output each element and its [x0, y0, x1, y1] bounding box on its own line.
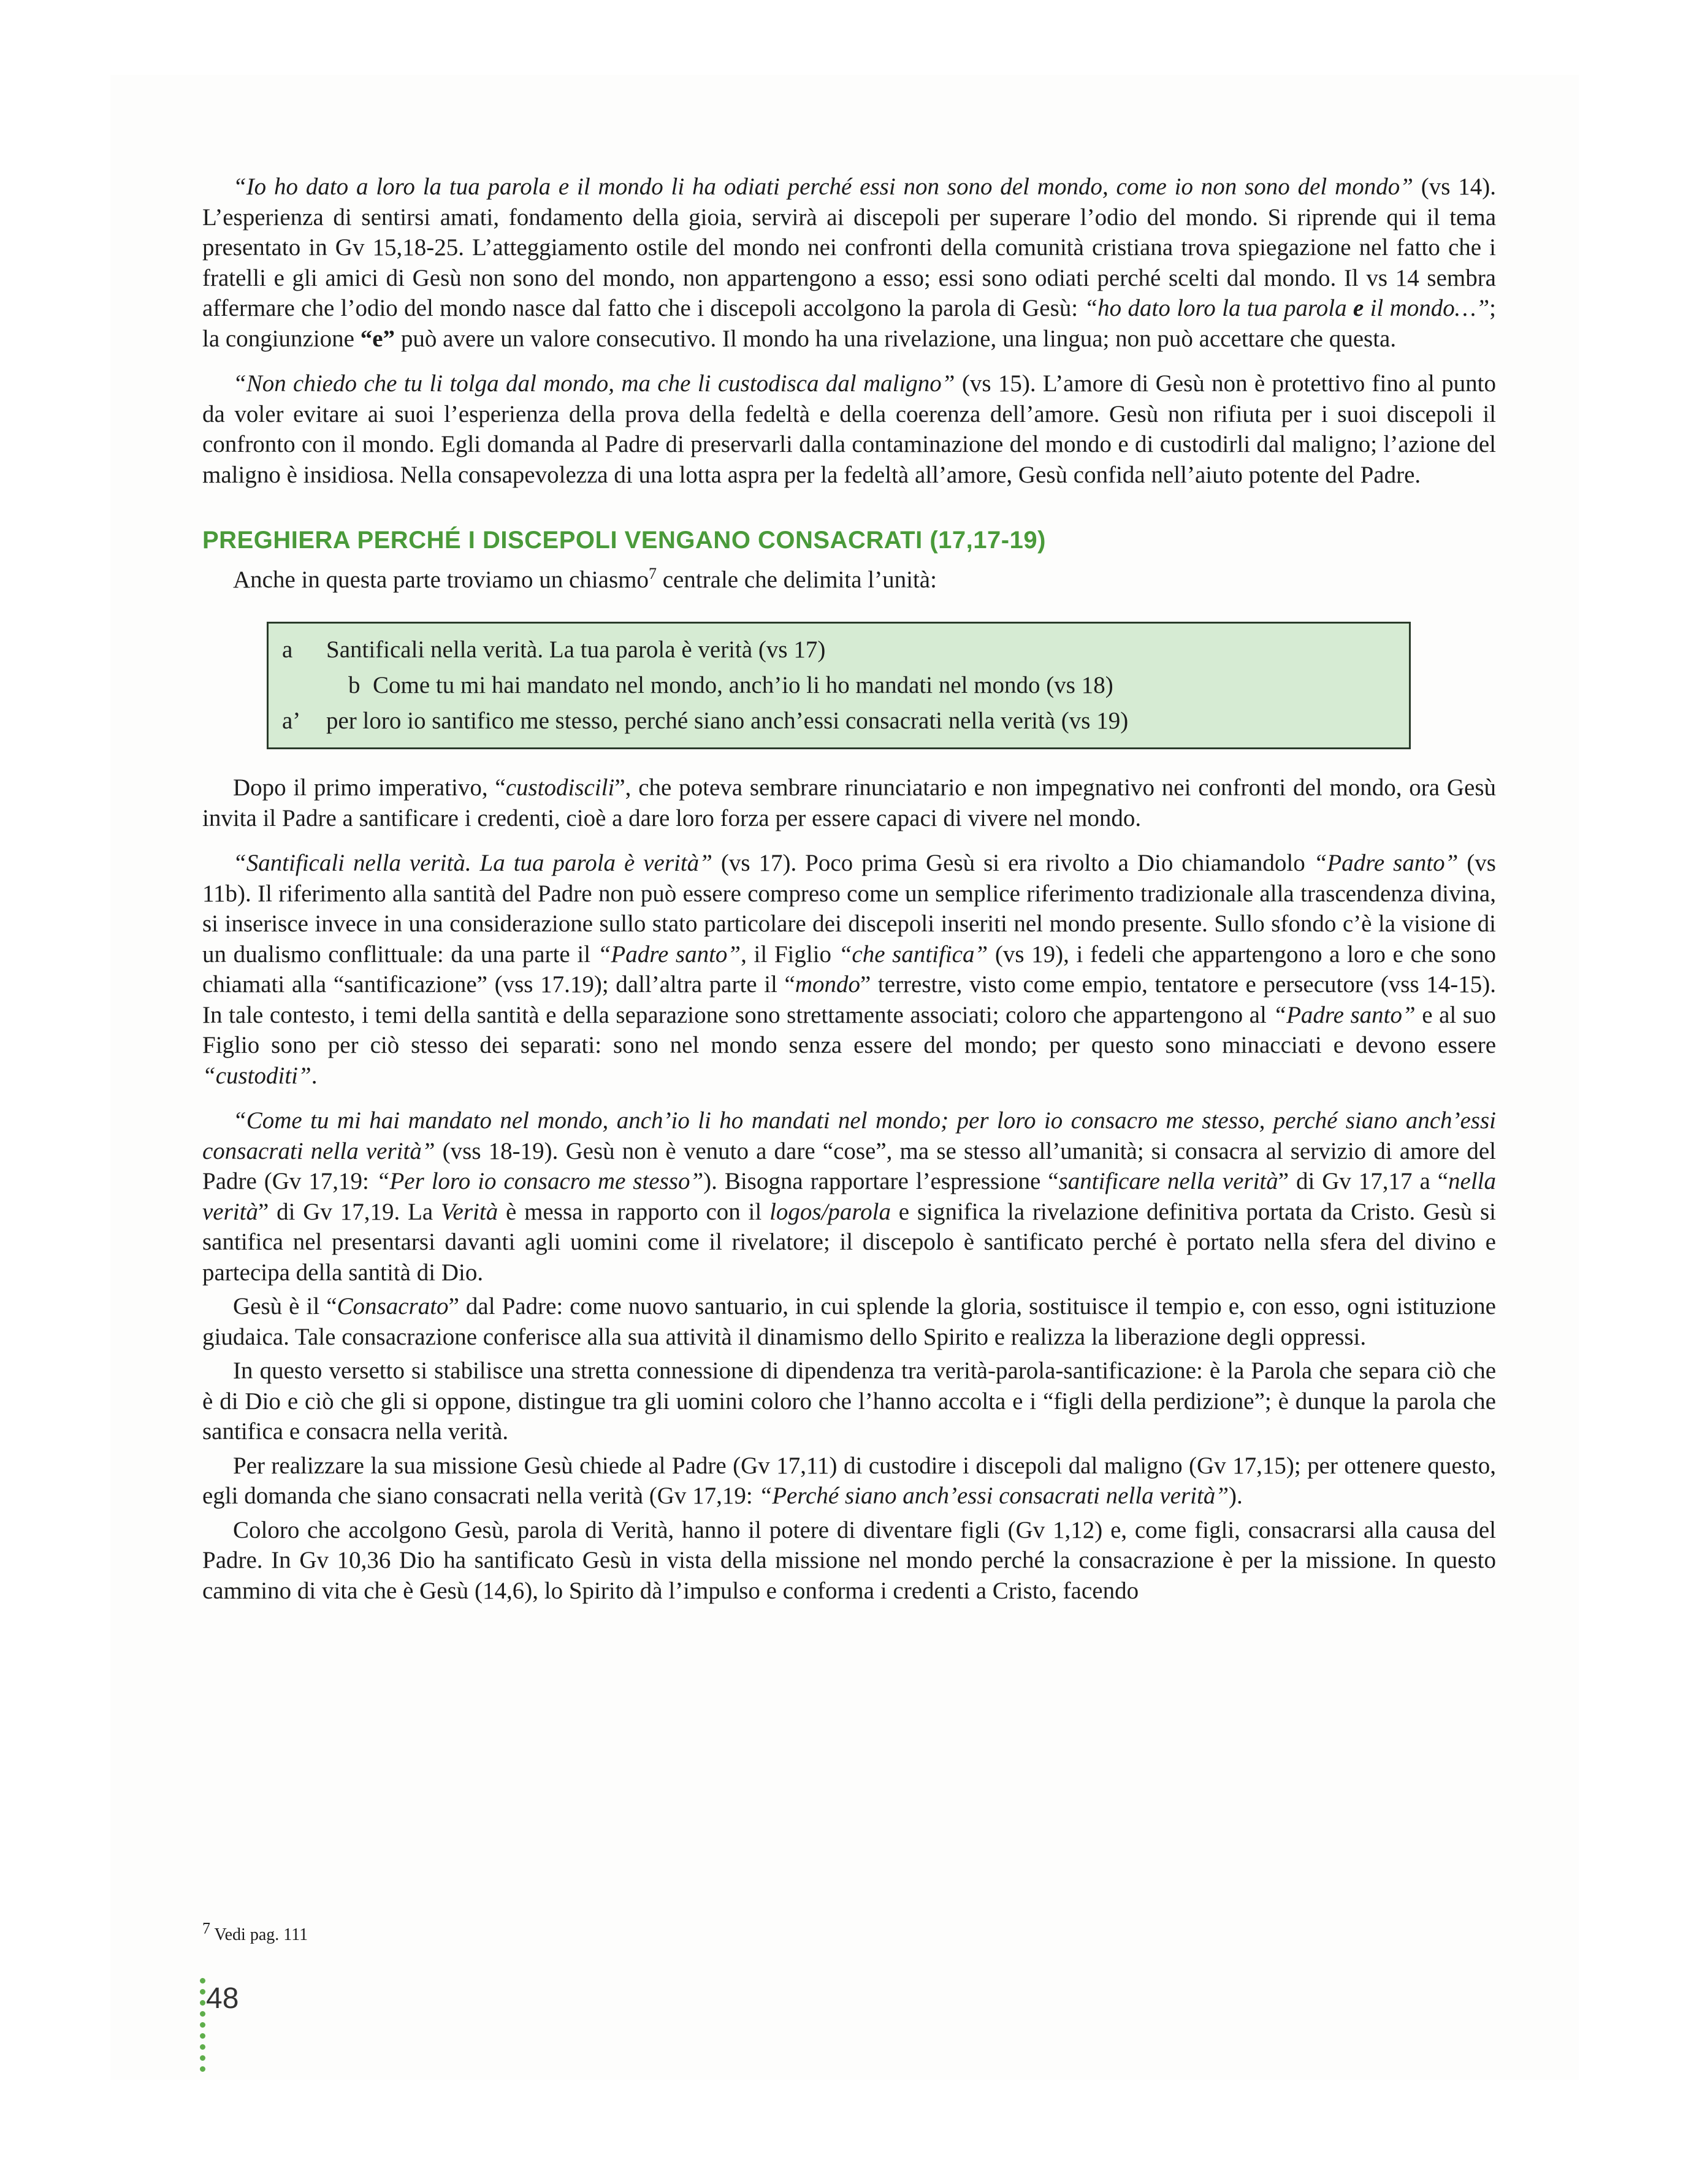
chiasm-row: [269, 703, 1409, 739]
text-run: “Padre santo”: [1313, 850, 1459, 876]
text-run: ”, che poteva sembrare rinunciatario e non impegnativo nei confronti del mondo, ora Gesù invita il Padre a santificare i credenti, cioè a dare loro forza per essere capaci di vivere nel mondo.: [202, 774, 1496, 831]
text-run: (vss 18-19). Gesù non è venuto a dare “cose”, ma se stesso all’umanità; si consacra al servizio di amore del Padre (Gv 17,19:: [202, 1137, 1496, 1194]
text-run: è messa in rapporto con il: [498, 1198, 770, 1225]
chiasm-row: [269, 668, 1409, 703]
chiasm-letter: a: [282, 636, 293, 663]
text-run: ). Bisogna rapportare l’espressione “: [703, 1168, 1059, 1194]
text-run: e al suo Figlio sono per ciò stesso dei separati: sono nel mondo senza essere del mondo; per questo sono minacciati e devono essere: [202, 1001, 1496, 1058]
intro-text: Anche in questa parte troviamo un chiasmo: [233, 566, 649, 593]
chiasm-letter: a’: [282, 708, 301, 734]
text-run: “ho dato loro la tua parola: [1084, 295, 1353, 321]
text-run: (vs 17). Poco prima Gesù si era rivolto a Dio chiamandolo: [712, 850, 1314, 876]
text-run: .: [311, 1062, 318, 1089]
text-run: In questo versetto si stabilisce una stretta connessione di dipendenza tra verità-parola-santificazione: è la Parola che separa ciò che è di Dio e ciò che gli si oppone, distingue tra gli uomini coloro che l’hanno accolta e i “figli della perdizione”; è dunque la parola che santifica e consacra nella verità.: [202, 1357, 1496, 1445]
text-run: (vs 19), i fedeli che appartengono a loro e che sono chiamati alla “santificazione” (vss 17.19); dall’altra parte il “: [202, 941, 1496, 998]
footnote: [202, 1919, 308, 1945]
text-run: logos/parola: [769, 1198, 891, 1225]
text-run: (vs 14). L’esperienza di sentirsi amati, fondamento della gioia, servirà ai discepoli per superare l’odio del mondo. Si riprende qui il tema presentato in Gv 15,18-25. L’atteggiamento ostile del mondo nei confronti della comunità cristiana trova spiegazione nel fatto che i fratelli e gli amici di Gesù non sono del mondo, non appartengono a esso; essi sono odiati perché scelti dal mondo. Il vs 14 sembra affermare che l’odio del mondo nasce dal fatto che i discepoli accolgono la parola di Gesù:: [202, 174, 1496, 321]
text-run: Per realizzare la sua missione Gesù chiede al Padre (Gv 17,11) di custodire i discepoli dal maligno (Gv 17,15); per ottenere questo, egli domanda che siano consacrati nella verità (Gv 17,19:: [202, 1452, 1496, 1509]
intro-line: [202, 565, 1496, 595]
paragraph: [202, 368, 1496, 490]
chiasm-row: [269, 632, 1409, 668]
paragraph: [202, 1105, 1496, 1288]
paragraph: [202, 1291, 1496, 1352]
text-run: “che santifica”: [838, 941, 988, 968]
text-run: “custoditi”: [202, 1062, 311, 1089]
text-run: Consacrato: [337, 1293, 449, 1319]
paragraph: [202, 1451, 1496, 1511]
paragraph: [202, 1356, 1496, 1447]
text-run: “e”: [360, 325, 395, 352]
text-run: può avere un valore consecutivo. Il mondo ha una rivelazione, una lingua; non può accettare che questa.: [395, 325, 1397, 352]
text-run: ).: [1229, 1483, 1243, 1509]
text-run: Dopo il primo imperativo, “: [233, 774, 506, 801]
top-paragraphs: [202, 172, 1496, 490]
text-run: Coloro che accolgono Gesù, parola di Verità, hanno il potere di diventare figli (Gv 1,12) e, come figli, consacrarsi alla causa del Padre. In Gv 10,36 Dio ha santificato Gesù in vista della missione nel mondo perché la consacrazione è per la missione. In questo cammino di vita che è Gesù (14,6), lo Spirito dà l’impulso e conforma i credenti a Cristo, facendo: [202, 1516, 1496, 1604]
chiasm-text: Come tu mi hai mandato nel mondo, anch’io li ho mandati nel mondo (vs 18): [373, 672, 1113, 698]
paragraph: [202, 773, 1496, 833]
text-run: “Non chiedo che tu li tolga dal mondo, ma che li custodisca dal maligno”: [233, 370, 955, 397]
chiasm-text: per loro io santifico me stesso, perché siano anch’essi consacrati nella verità (vs 19): [326, 708, 1129, 734]
chiasm-text: Santificali nella verità. La tua parola è verità (vs 17): [326, 636, 826, 663]
text-run: “Padre santo”: [597, 941, 741, 968]
footnote-number: 7: [202, 1919, 210, 1938]
text-run: “Per loro io consacro me stesso”: [376, 1168, 704, 1194]
text-run: ” terrestre, visto come empio, tentatore e persecutore (vss 14-15). In tale contesto, i temi della santità e della separazione sono strettamente associati; coloro che appartengono al: [202, 971, 1496, 1028]
bottom-paragraphs: [202, 773, 1496, 1606]
chiasm-box: [267, 622, 1411, 749]
page-number-dots: [200, 1978, 205, 2072]
intro-text-end: centrale che delimita l’unità:: [656, 566, 937, 593]
text-run: mondo: [795, 971, 860, 998]
text-run: (vs 15). L’amore di Gesù non è protettivo fino al punto da voler evitare ai suoi l’esperienza della prova della fedeltà e della coerenza dell’amore. Gesù non rifiuta per i suoi discepoli il confronto con il mondo. Egli domanda al Padre di preservarli dalla contaminazione del mondo e di custodirli dal maligno; l’azione del maligno è insidiosa. Nella consapevolezza di una lotta aspra per la fedeltà all’amore, Gesù confida nell’aiuto potente del Padre.: [202, 370, 1496, 488]
text-run: (vs 11b). Il riferimento alla santità del Padre non può essere compreso come un semplice riferimento tradizionale alla trascendenza divina, si inserisce invece in una considerazione sullo stato particolare dei discepoli inseriti nel mondo presente. Sullo sfondo c’è la visione di un dualismo conflittuale: da una parte il: [202, 850, 1496, 968]
paragraph: [202, 1515, 1496, 1606]
text-run: “Padre santo”: [1273, 1001, 1416, 1028]
footnote-ref: 7: [648, 564, 657, 582]
page-number: 48: [206, 1982, 239, 2015]
text-run: ” di Gv 17,19. La: [258, 1198, 441, 1225]
text-run: santificare nella verità: [1058, 1168, 1278, 1194]
text-run: , il Figlio: [741, 941, 839, 968]
text-run: Gesù è il “: [233, 1293, 337, 1319]
text-run: Verità: [441, 1198, 498, 1225]
text-run: “Santificali nella verità. La tua parola è verità”: [233, 850, 712, 876]
text-run: “Io ho dato a loro la tua parola e il mondo li ha odiati perché essi non sono del mondo, come io non sono del mondo”: [233, 174, 1413, 200]
text-run: il mondo…”: [1364, 295, 1490, 321]
footnote-text: Vedi pag. 111: [210, 1925, 308, 1944]
text-run: “Come tu mi hai mandato nel mondo, anch’io li ho mandati nel mondo; per loro io consacro me stesso, perché siano anch’essi consacrati nella verità”: [202, 1107, 1496, 1164]
text-run: custodiscili: [505, 774, 615, 801]
text-run: e: [1353, 295, 1364, 321]
paragraph: [202, 848, 1496, 1091]
section-heading: PREGHIERA PERCHÉ I DISCEPOLI VENGANO CONSACRATI (17,17-19): [202, 527, 1046, 554]
paragraph: [202, 172, 1496, 354]
text-run: ; la congiunzione: [202, 295, 1496, 352]
chiasm-letter: b: [348, 672, 361, 698]
document-body: [202, 172, 1496, 1606]
text-run: “Perché siano anch’essi consacrati nella verità”: [758, 1483, 1229, 1509]
text-run: nella verità: [202, 1168, 1496, 1225]
text-run: ” dal Padre: come nuovo santuario, in cui splende la gloria, sostituisce il tempio e, con esso, ogni istituzione giudaica. Tale consacrazione conferisce alla sua attività il dinamismo dello Spirito e realizza la liberazione degli oppressi.: [202, 1293, 1496, 1350]
text-run: ” di Gv 17,17 a “: [1278, 1168, 1449, 1194]
text-run: e significa la rivelazione definitiva portata da Cristo. Gesù si santifica nel presentarsi davanti agli uomini come il rivelatore; il discepolo è santificato perché è portato nella sfera del divino e partecipa della santità di Dio.: [202, 1198, 1497, 1286]
